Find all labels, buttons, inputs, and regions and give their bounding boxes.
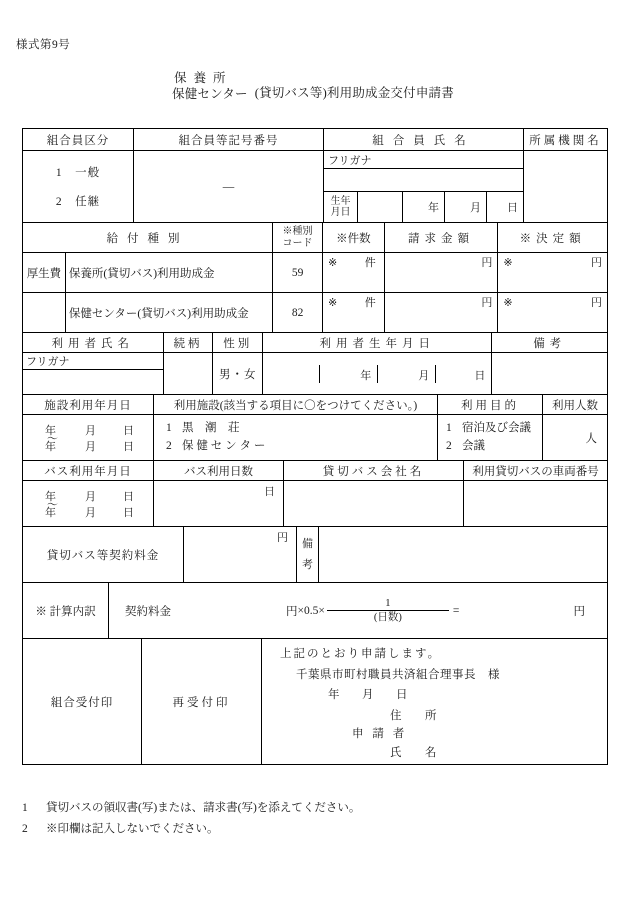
- declaration-year: 年: [328, 689, 340, 701]
- benefit-name-1: 保養所(貸切バス)利用助成金: [65, 253, 272, 292]
- bus-from-day: 日: [123, 490, 134, 503]
- bus-vehicle-input[interactable]: [463, 481, 607, 526]
- user-birth-era-input[interactable]: [263, 373, 319, 375]
- header-organization: 所属機関名: [523, 129, 607, 150]
- bus-from-month: 月: [85, 490, 96, 503]
- bus-days-input[interactable]: 日: [153, 481, 283, 526]
- birthdate-era-input[interactable]: [358, 192, 402, 222]
- bus-company-input[interactable]: [283, 481, 463, 526]
- category-option-1[interactable]: 1 一般: [55, 166, 101, 179]
- fee-amount-input[interactable]: 円: [183, 527, 296, 582]
- header-member-code: 組合員等記号番号: [133, 129, 323, 150]
- footer-note-1-text: 貸切バスの領収書(写)または、請求書(写)を添えてください。: [46, 802, 361, 814]
- form-table: [22, 128, 608, 765]
- header-bus-company: 貸切バス会社名: [283, 461, 463, 480]
- benefit-group-label: 厚生費: [26, 267, 62, 280]
- count-unit-1: 件: [364, 257, 376, 269]
- bus-to-day: 日: [123, 506, 134, 519]
- facility-to-year: 年: [45, 440, 56, 453]
- calculation-fraction: [327, 597, 449, 624]
- user-name-group: [23, 353, 163, 394]
- title-tail: (貸切バス等)利用助成金交付申請書: [254, 86, 454, 100]
- claim-unit-1: 円: [481, 257, 493, 269]
- fee-label: 貸切バス等契約料金: [46, 549, 160, 562]
- header-member-category: 組合員区分: [46, 134, 110, 147]
- benefit-claim-input-2[interactable]: [384, 293, 498, 332]
- user-furigana-label[interactable]: フリガナ: [23, 353, 163, 370]
- calculation-contract-fee-label: 契約料金: [125, 605, 171, 618]
- bus-to-year: 年: [45, 506, 56, 519]
- footer-note-2-num: 2: [22, 823, 28, 836]
- count-marker-1: ※: [328, 256, 338, 269]
- benefit-decided-input-2[interactable]: [497, 293, 607, 332]
- bus-from-year: 年: [45, 490, 56, 503]
- calculation-multiply: ×0.5×: [297, 604, 325, 617]
- footer-note-1: [22, 798, 360, 819]
- declaration-month: 月: [362, 689, 374, 701]
- purpose-options[interactable]: [437, 415, 542, 460]
- birthdate-label: [324, 192, 358, 222]
- fee-remarks-label-line1: 備: [302, 537, 313, 550]
- benefit-group-label-spacer: [23, 293, 65, 332]
- benefit-count-input-2[interactable]: [322, 293, 384, 332]
- header-user-name: 利用者氏名: [51, 337, 134, 350]
- benefit-code-1: 59: [272, 253, 322, 292]
- benefit-row-1: [23, 252, 607, 292]
- footer-note-1-num: 1: [22, 802, 28, 814]
- calculation-body: [108, 583, 607, 638]
- facility-body-row: [23, 414, 607, 460]
- birthdate-label-line2: 月日: [330, 207, 351, 218]
- claim-unit-2: 円: [481, 297, 493, 309]
- benefit-code-2: 82: [272, 293, 322, 332]
- bus-date-from[interactable]: [23, 488, 153, 504]
- declaration-block: [261, 639, 607, 764]
- facility-date-to[interactable]: [23, 438, 153, 454]
- header-gender: 性別: [212, 333, 262, 352]
- purpose-option-1-num: 1: [446, 421, 452, 434]
- birthdate-year-input[interactable]: 年: [402, 192, 444, 222]
- member-header-row: [23, 129, 607, 150]
- facility-option-2-num: 2: [166, 439, 172, 452]
- bus-to-month: 月: [85, 506, 96, 519]
- member-name-input[interactable]: [324, 169, 523, 192]
- decided-marker-1: ※: [503, 256, 513, 269]
- calculation-label: ※ 計算内訳: [35, 605, 96, 618]
- member-name-group: [323, 151, 523, 222]
- facility-to-month: 月: [85, 440, 96, 453]
- bus-date-to[interactable]: [23, 504, 153, 520]
- facility-date-input[interactable]: [23, 415, 153, 460]
- bus-date-input[interactable]: [23, 481, 153, 526]
- form-number: 様式第9号: [16, 39, 71, 51]
- purpose-option-1[interactable]: [446, 420, 531, 438]
- fee-remarks-label: [296, 527, 318, 582]
- header-case-count: ※件数: [322, 223, 384, 252]
- calculation-numerator: 1: [385, 596, 391, 609]
- user-name-input[interactable]: [23, 370, 163, 394]
- calculation-equals: =: [452, 604, 460, 617]
- facility-option-1[interactable]: [166, 420, 240, 438]
- facility-option-1-label: 黒 潮 荘: [182, 421, 240, 434]
- birthdate-month-input[interactable]: 月: [444, 192, 486, 222]
- birthdate-label-line1: 生年: [330, 195, 351, 207]
- declaration-statement: 上記のとおり申請します。: [280, 648, 442, 660]
- relationship-input[interactable]: [163, 353, 213, 394]
- header-bus-vehicle: 利用貸切バスの車両番号: [463, 461, 607, 480]
- facility-date-tilde: 〜: [47, 432, 58, 445]
- member-furigana-label[interactable]: フリガナ: [324, 151, 523, 169]
- calculation-yen: 円: [286, 605, 298, 618]
- header-user-remarks: 備考: [491, 333, 607, 352]
- bus-body-row: [23, 480, 607, 526]
- birthdate-day-input[interactable]: 日: [486, 192, 523, 222]
- user-birth-year-input[interactable]: 年: [319, 365, 377, 383]
- header-purpose: 利用目的: [437, 395, 542, 414]
- purpose-option-2-num: 2: [446, 439, 452, 452]
- member-category-options[interactable]: [23, 151, 133, 222]
- organization-input[interactable]: [523, 151, 607, 222]
- footer-note-2-text: ※印欄は記入しないでください。: [46, 823, 219, 836]
- benefit-claim-input-1[interactable]: [384, 253, 498, 292]
- fee-row: [23, 526, 607, 582]
- form-title: [172, 70, 454, 102]
- calculation-denominator: (日数): [373, 612, 402, 624]
- purpose-option-2[interactable]: [446, 438, 485, 456]
- decided-unit-1: 円: [590, 257, 602, 269]
- fee-remarks-label-line2: 考: [302, 558, 313, 571]
- user-birth-month-input[interactable]: 月: [377, 365, 435, 383]
- decided-unit-2: 円: [590, 297, 602, 309]
- member-code-input[interactable]: —: [133, 151, 323, 222]
- gender-selector[interactable]: 男・女: [212, 353, 262, 394]
- facility-from-day: 日: [123, 424, 134, 437]
- purpose-option-1-label: 宿泊及び会議: [462, 421, 531, 434]
- title-line-2: 保健センター: [172, 87, 248, 101]
- declaration-name-label: 氏 名: [390, 746, 443, 759]
- bus-header-row: [23, 460, 607, 480]
- header-user-birthdate: 利用者生年月日: [262, 333, 491, 352]
- facility-option-1-num: 1: [166, 421, 172, 434]
- facility-date-from[interactable]: [23, 422, 153, 438]
- footer-notes: [22, 798, 360, 841]
- header-type-code-line2: コード: [282, 237, 313, 249]
- decided-marker-2: ※: [503, 296, 513, 309]
- header-bus-date: バス利用年月日: [44, 465, 132, 478]
- user-birthdate-group: [262, 353, 491, 394]
- facility-option-2-label: 保 健 セ ン タ ー: [182, 439, 266, 452]
- benefit-name-2: 保健センター(貸切バス)利用助成金: [65, 293, 272, 332]
- declaration-day: 日: [396, 689, 408, 701]
- user-birth-day-input[interactable]: 日: [435, 365, 491, 383]
- facility-to-day: 日: [123, 440, 134, 453]
- benefit-header-row: [23, 222, 607, 252]
- benefit-decided-input-1[interactable]: [497, 253, 607, 292]
- declaration-addressee: 千葉県市町村職員共済組合理事長 様: [296, 668, 500, 681]
- people-count-input[interactable]: 人: [542, 415, 607, 460]
- header-facility-date: 施設利用年月日: [44, 399, 132, 412]
- footer-note-2: [22, 819, 360, 840]
- count-unit-2: 件: [364, 297, 376, 309]
- declaration-date[interactable]: [328, 690, 430, 702]
- facility-from-year: 年: [45, 424, 56, 437]
- facility-from-month: 月: [85, 424, 96, 437]
- facility-options[interactable]: [153, 415, 437, 460]
- header-people-count: 利用人数: [542, 395, 607, 414]
- declaration-address-label: 住 所: [390, 709, 443, 722]
- user-header-row: [23, 332, 607, 352]
- user-remarks-input[interactable]: [491, 353, 607, 394]
- facility-header-row: [23, 394, 607, 414]
- bus-date-tilde: 〜: [47, 498, 58, 511]
- declaration-applicant-label: 申 請 者: [352, 728, 408, 740]
- header-member-name: 組合員氏名: [323, 129, 523, 150]
- facility-option-2[interactable]: [166, 438, 265, 456]
- user-body-row: [23, 352, 607, 394]
- category-option-2[interactable]: 2 任継: [55, 196, 101, 209]
- header-decided-amount: ※決定額: [497, 223, 607, 252]
- calculation-result-input[interactable]: 円: [573, 605, 585, 618]
- declaration-row: [23, 638, 607, 764]
- member-body-row: [23, 150, 607, 222]
- title-line-1: 保養所: [174, 71, 233, 85]
- member-birthdate-row: [324, 192, 523, 222]
- header-benefit-type: 給付種別: [106, 232, 189, 245]
- benefit-count-input-1[interactable]: [322, 253, 384, 292]
- header-type-code: [272, 223, 322, 252]
- benefit-row-2: [23, 292, 607, 332]
- count-marker-2: ※: [328, 296, 338, 309]
- purpose-option-2-label: 会議: [462, 439, 485, 452]
- re-receipt-stamp-box[interactable]: 再受付印: [141, 639, 261, 764]
- header-relationship: 続柄: [163, 333, 213, 352]
- header-type-code-line1: ※種別: [282, 225, 313, 237]
- calculation-row: [23, 582, 607, 638]
- header-bus-days: バス利用日数: [153, 461, 283, 480]
- fee-remarks-input[interactable]: [318, 527, 607, 582]
- header-facility-name: 利用施設(該当する項目に〇をつけてください。): [153, 395, 437, 414]
- union-stamp-box[interactable]: 組合受付印: [50, 696, 114, 709]
- header-claim-amount: 請求金額: [384, 223, 498, 252]
